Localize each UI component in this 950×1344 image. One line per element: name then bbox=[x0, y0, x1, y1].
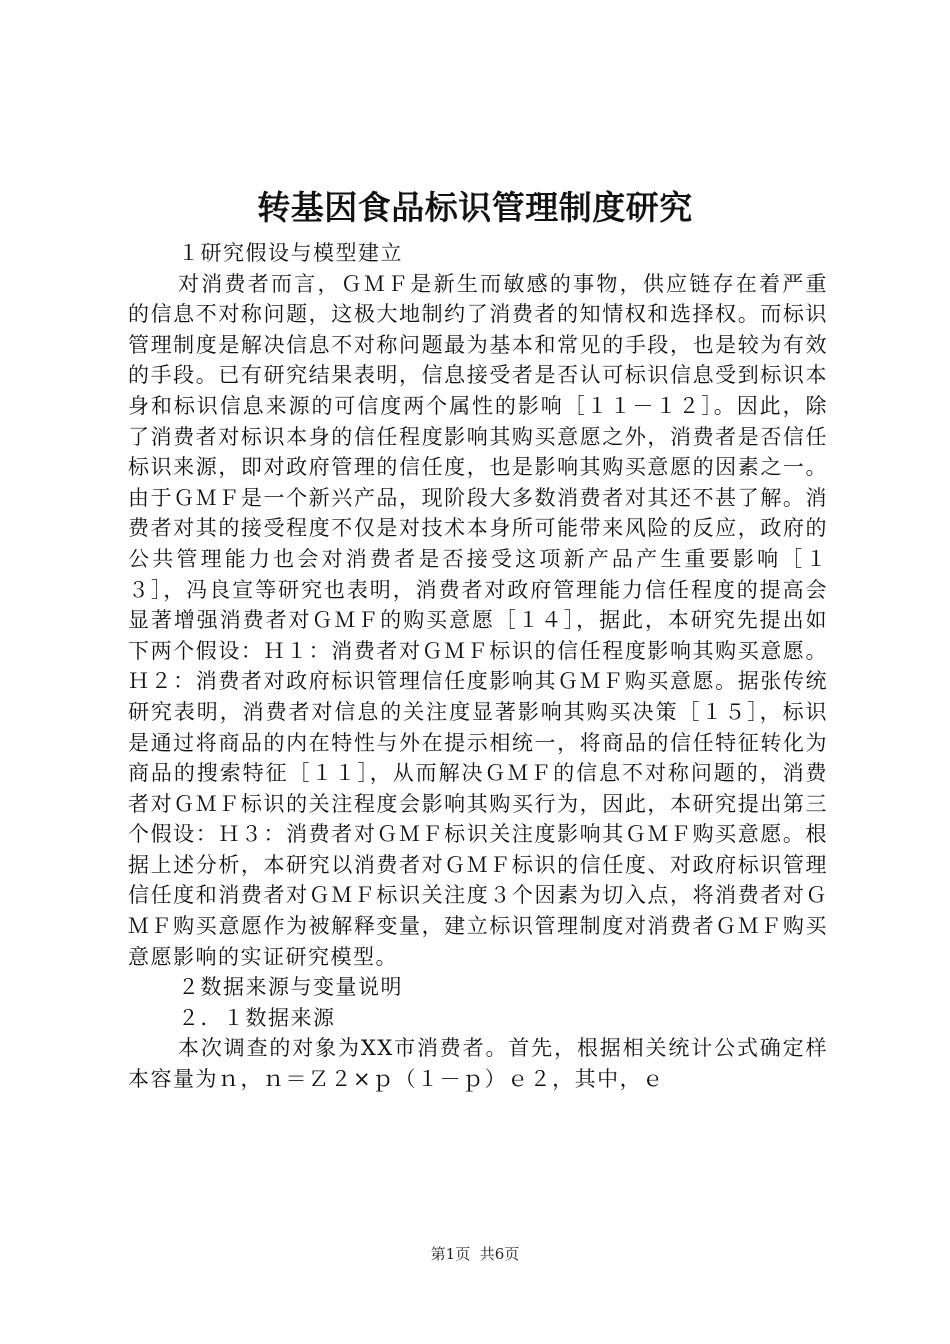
page-total: 共6页 bbox=[479, 1245, 520, 1263]
document-title: 转基因食品标识管理制度研究 bbox=[257, 188, 693, 227]
section-heading-2: ２数据来源与变量说明 bbox=[178, 975, 403, 1000]
subsection-heading-2-1: ２．１数据来源 bbox=[178, 1005, 336, 1030]
paragraph-research-hypotheses: 对消费者而言，ＧＭＦ是新生而敏感的事物，供应链存在着严重的信息不对称问题，这极大地制约了消费者的知情权和选择权。而标识管理制度是解决信息不对称问题最为基本和常见的手段，也是较为有效的手段。已有研究结果表明，信息接受者是否认可标识信息受到标识本身和标识信息来源的可信度两个属性的影响［１１－１２］。因此，除了消费者对标识本身的信任程度影响其购买意愿之外，消费者是否信任标识来源，即对政府管理的信任度，也是影响其购买意愿的因素之一。由于ＧＭＦ是一个新兴产品，现阶段大多数消费者对其还不甚了解。消费者对其的接受程度不仅是对技术本身所可能带来风险的反应，政府的公共管理能力也会对消费者是否接受这项新产品产生重要影响［１３］，冯良宣等研究也表明，消费者对政府管理能力信任程度的提高会显著增强消费者对ＧＭＦ的购买意愿［１４］，据此，本研究先提出如下两个假设：Ｈ１：消费者对ＧＭＦ标识的信任程度影响其购买意愿。Ｈ２：消费者对政府标识管理信任度影响其ＧＭＦ购买意愿。据张传统研究表明，消费者对信息的关注度显著影响其购买决策［１５］，标识是通过将商品的内在特性与外在提示相统一，将商品的信任特征转化为商品的搜索特征［１１］，从而解决ＧＭＦ的信息不对称问题的，消费者对ＧＭＦ标识的关注程度会影响其购买行为，因此，本研究提出第三个假设：Ｈ３：消费者对ＧＭＦ标识关注度影响其ＧＭＦ购买意愿。根据上述分析，本研究以消费者对ＧＭＦ标识的信任度、对政府标识管理信任度和消费者对ＧＭＦ标识关注度３个因素为切入点，将消费者对ＧＭＦ购买意愿作为被解释变量，建立标识管理制度对消费者ＧＭＦ购买意愿影响的实证研究模型。 bbox=[128, 271, 828, 969]
page-number: 第1页 bbox=[430, 1245, 471, 1263]
page-footer bbox=[0, 1244, 950, 1264]
section-heading-1: １研究假设与模型建立 bbox=[178, 241, 403, 265]
paragraph-data-source: 本次调查的对象为XX市消费者。首先，根据相关统计公式确定样本容量为ｎ，ｎ＝Ｚ２×ｐ（１－ｐ）ｅ２，其中，ｅ bbox=[128, 1036, 828, 1092]
document-body bbox=[128, 238, 828, 1095]
